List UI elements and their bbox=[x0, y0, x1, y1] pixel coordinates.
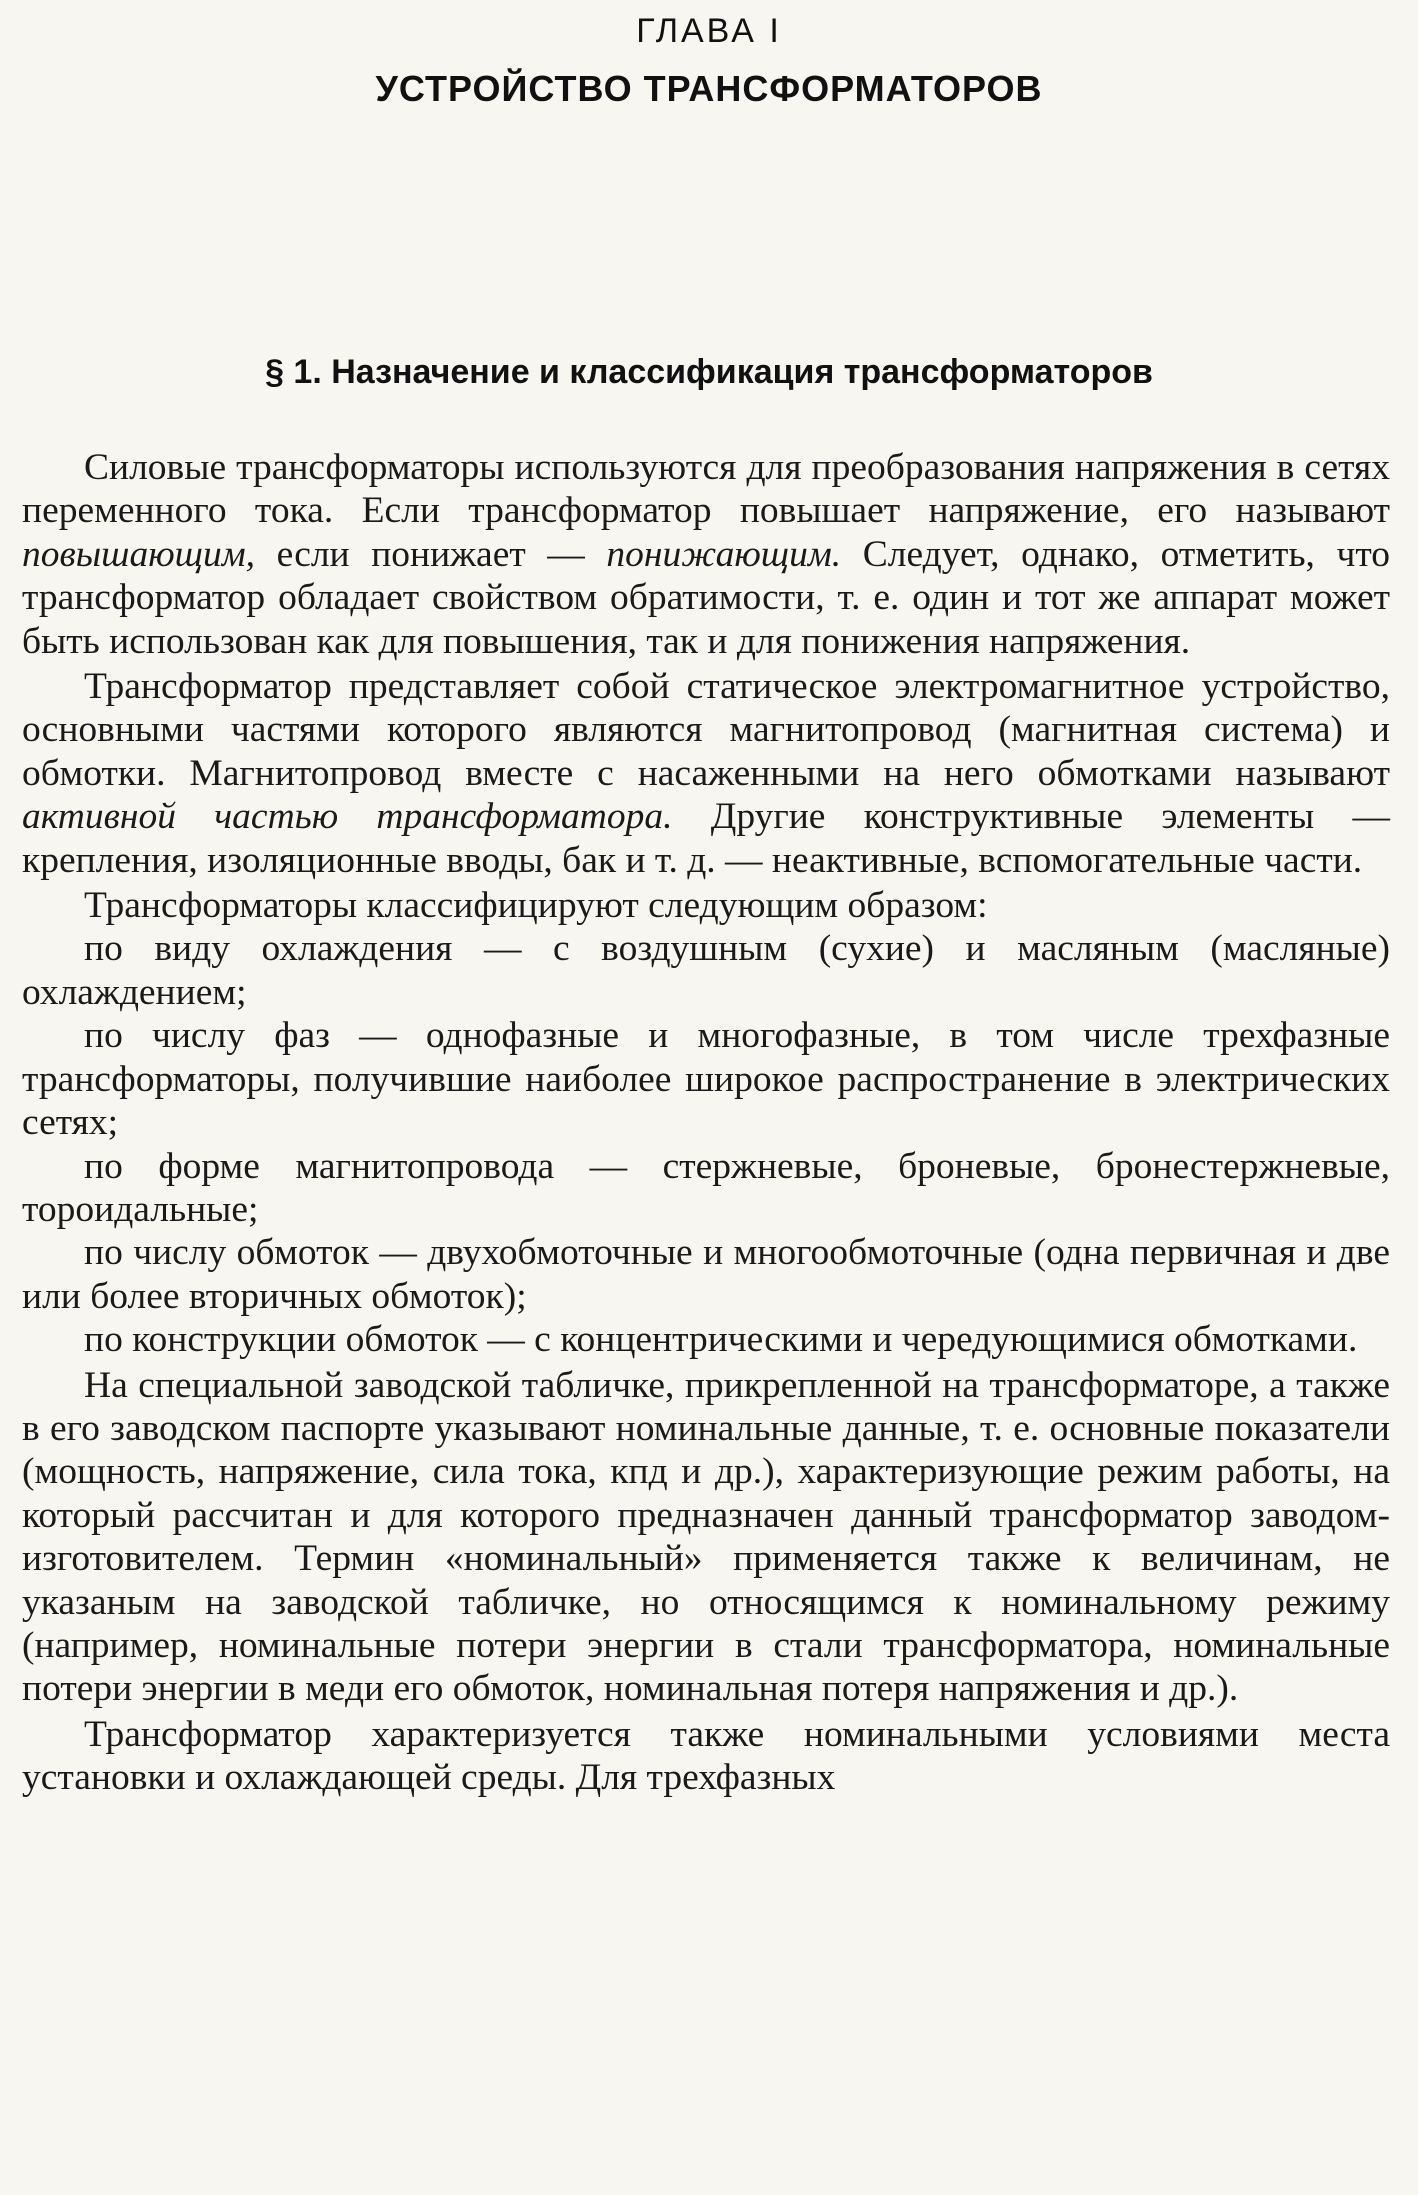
body-text bbox=[22, 446, 1390, 1800]
paragraph bbox=[22, 446, 1390, 663]
list-item: по форме магнитопровода — стержневые, броневые, бронестержневые, тороидальные; bbox=[22, 1145, 1390, 1230]
text-run: Трансформатор представляет собой статическое электромагнитное устройство, основными частями которого являются магнитопровод (магнитная система) и обмотки. Магнитопровод вместе с насаженными на него обмотками называют bbox=[22, 666, 1390, 794]
list-item: по числу фаз — однофазные и многофазные, в том числе трехфазные трансформаторы, получившие наиболее широкое распространение в электрических сетях; bbox=[22, 1015, 1390, 1144]
paragraph: Трансформаторы классифицируют следующим образом: bbox=[84, 885, 988, 927]
text-run: Другие конструктивные элементы — крепления, изоляционные вводы, бак и т. д. — неактивные, вспомогательные части. bbox=[22, 796, 1390, 881]
emphasis: активной частью трансформатора. bbox=[22, 796, 673, 838]
paragraph: На специальной заводской табличке, прикрепленной на трансформаторе, а также в его заводском паспорте указывают номинальные данные, т. е. основные показатели (мощность, напряжение, сила тока, кпд и др.), характеризующие режим работы, на который рассчитан и для которого предназначен данный трансформатор заводом-изготовителем. Термин «номинальный» применяется также к величинам, не указаным на заводской табличке, но относящимся к номинальному режиму (например, номинальные потери энергии в стали трансформатора, номинальные потери энергии в меди его обмоток, номинальная потеря напряжения и др.). bbox=[22, 1364, 1390, 1710]
emphasis: понижающим. bbox=[606, 533, 842, 575]
text-run: Следует, однако, отметить, что трансформатор обладает свойством обратимости, т. е. один и тот же аппарат может быть использован как для повышения, так и для понижения напряжения. bbox=[22, 533, 1390, 662]
section-title: § 1. Назначение и классификация трансформаторов bbox=[265, 353, 1153, 391]
paragraph bbox=[22, 665, 1390, 882]
chapter-number: ГЛАВА I bbox=[636, 12, 782, 50]
text-run: Силовые трансформаторы используются для преобразования напряжения в сетях переменного тока. Если трансформатор повышает напряжение, его называют bbox=[22, 447, 1390, 532]
emphasis: повышающим, bbox=[22, 533, 256, 575]
list-item: по числу обмоток — двухобмоточные и многообмоточные (одна первичная и две или более вторичных обмоток); bbox=[22, 1232, 1390, 1317]
list-item: по конструкции обмоток — с концентрическими и чередующимися обмотками. bbox=[84, 1319, 1358, 1361]
paragraph: Трансформатор характеризуется также номинальными условиями места установки и охлаждающей среды. Для трехфазных bbox=[22, 1713, 1390, 1799]
text-run: если понижает — bbox=[255, 533, 607, 575]
chapter-title: УСТРОЙСТВО ТРАНСФОРМАТОРОВ bbox=[375, 68, 1043, 109]
list-item: по виду охлаждения — с воздушным (сухие) и масляным (масляные) охлаждением; bbox=[22, 928, 1390, 1013]
